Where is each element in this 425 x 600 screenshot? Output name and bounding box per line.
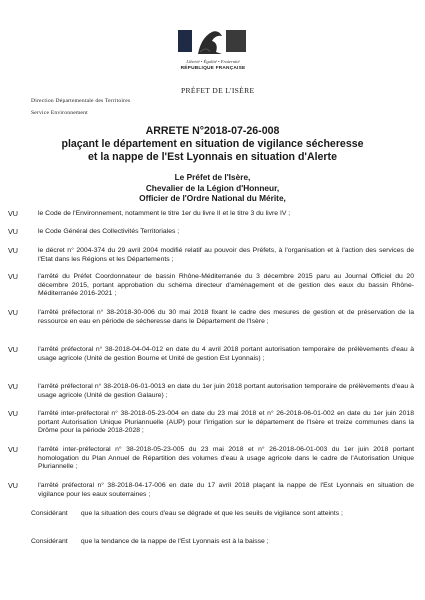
vu-text: l'arrêté préfectoral n° 38-2018-06-01-0013 en date du 1er juin 2018 portant autorisation temporaire de prélèvements d'eau à usage agricole (Unité de gestion Galaure) ; xyxy=(38,383,414,399)
considerant-text: que la tendance de la nappe de l'Est Lyonnais est à la baisse ; xyxy=(80,538,269,545)
vu-label: VU xyxy=(8,272,18,281)
arrete-title-line-1: plaçant le département en situation de vigilance sécheresse xyxy=(61,138,364,150)
vu-item xyxy=(8,383,414,400)
prefet-name: Le Préfet de l'Isère, xyxy=(174,172,251,182)
vu-label: VU xyxy=(8,409,18,418)
direction-label: Direction Départementale des Territoires xyxy=(31,98,131,104)
vu-label: VU xyxy=(8,227,18,236)
vu-text: le Code de l'Environnement, notamment le titre 1er du livre II et le titre 3 du livre IV ; xyxy=(38,210,291,217)
vu-text: l'arrêté préfectoral n° 38-2018-04-17-006 en date du 17 avril 2018 plaçant la nappe de l'Est Lyonnais en situation de vigilance pour les eaux souterraines ; xyxy=(38,482,414,498)
motto-text: Liberté • Égalité • Fraternité xyxy=(186,59,240,64)
considerant-item xyxy=(31,538,411,547)
prefet-distinction-2: Officier de l'Ordre National du Mérite, xyxy=(139,193,286,203)
vu-text: l'arrêté inter-préfectoral n° 38-2018-05-23-005 du 23 mai 2018 et n° 26-2018-06-01-003 du 1er juin 2018 portant homologation du Plan Annuel de Répartition des volumes d'eau à usage agricole dans le cadre de l'Autorisation Unique Pluriannelle ; xyxy=(38,446,414,471)
vu-text: le Code Général des Collectivités Territoriales ; xyxy=(38,228,180,235)
vu-text: l'arrêté préfectoral n° 38-2018-30-006 du 30 mai 2018 fixant le cadre des mesures de gestion et de préservation de la ressource en eau en période de sécheresse dans le Département de l'Isère ; xyxy=(38,309,414,325)
vu-item xyxy=(8,346,414,363)
vu-label: VU xyxy=(8,345,18,354)
vu-item xyxy=(8,410,414,436)
vu-text: le décret n° 2004-374 du 29 avril 2004 modifié relatif au pouvoir des Préfets, à l'organisation et à l'action des services de l'Etat dans les Régions et les Départements ; xyxy=(38,247,414,263)
considerant-item xyxy=(31,510,411,519)
vu-item xyxy=(8,482,414,499)
vu-text: l'arrêté préfectoral n° 38-2018-04-04-012 en date du 4 avril 2018 portant autorisation temporaire de prélèvements d'eau à usage agricole (Unité de gestion Bourne et Unité de gestion Est Lyonnais) ; xyxy=(38,346,414,362)
vu-label: VU xyxy=(8,382,18,391)
vu-text: l'arrêté du Préfet Coordonnateur de bassin Rhône-Méditerranée du 3 décembre 2015 paru au Journal Officiel du 20 décembre 2015, portant approbation du schéma directeur d'aménagement et de gestion des eaux du bassin Rhône-Méditerranée 2016-2021 ; xyxy=(38,273,414,298)
considerant-label: Considérant xyxy=(31,538,68,545)
vu-item xyxy=(8,309,414,326)
arrete-title-line-2: et la nappe de l'Est Lyonnais en situation d'Alerte xyxy=(88,151,337,163)
vu-label: VU xyxy=(8,209,18,218)
republique-francaise-logo xyxy=(178,26,248,76)
vu-item xyxy=(8,446,414,472)
vu-item xyxy=(8,228,414,237)
prefet-heading: PRÉFET DE L'ISÈRE xyxy=(181,86,255,95)
vu-item xyxy=(8,210,414,219)
vu-label: VU xyxy=(8,445,18,454)
arrete-number: ARRETE N°2018-07-26-008 xyxy=(145,125,280,137)
vu-item xyxy=(8,247,414,264)
marianne-icon xyxy=(192,26,226,56)
vu-label: VU xyxy=(8,308,18,317)
considerant-text: que la situation des cours d'eau se dégrade et que les seuils de vigilance sont atteints ; xyxy=(80,510,343,517)
service-label: Service Environnement xyxy=(31,110,88,116)
republique-text: RÉPUBLIQUE FRANÇAISE xyxy=(180,66,246,71)
considerant-label: Considérant xyxy=(31,510,68,517)
prefet-distinction-1: Chevalier de la Légion d'Honneur, xyxy=(145,183,280,193)
vu-label: VU xyxy=(8,246,18,255)
vu-item xyxy=(8,273,414,299)
vu-label: VU xyxy=(8,481,18,490)
vu-text: l'arrêté inter-préfectoral n° 38-2018-05-23-004 en date du 23 mai 2018 et n° 26-2018-06-01-002 en date du 1er juin 2018 portant Autorisation Unique Pluriannuelle (AUP) pour l'irrigation sur le département de l'Isère et treize communes dans la Drôme pour la période 2018-2028 ; xyxy=(38,410,414,435)
